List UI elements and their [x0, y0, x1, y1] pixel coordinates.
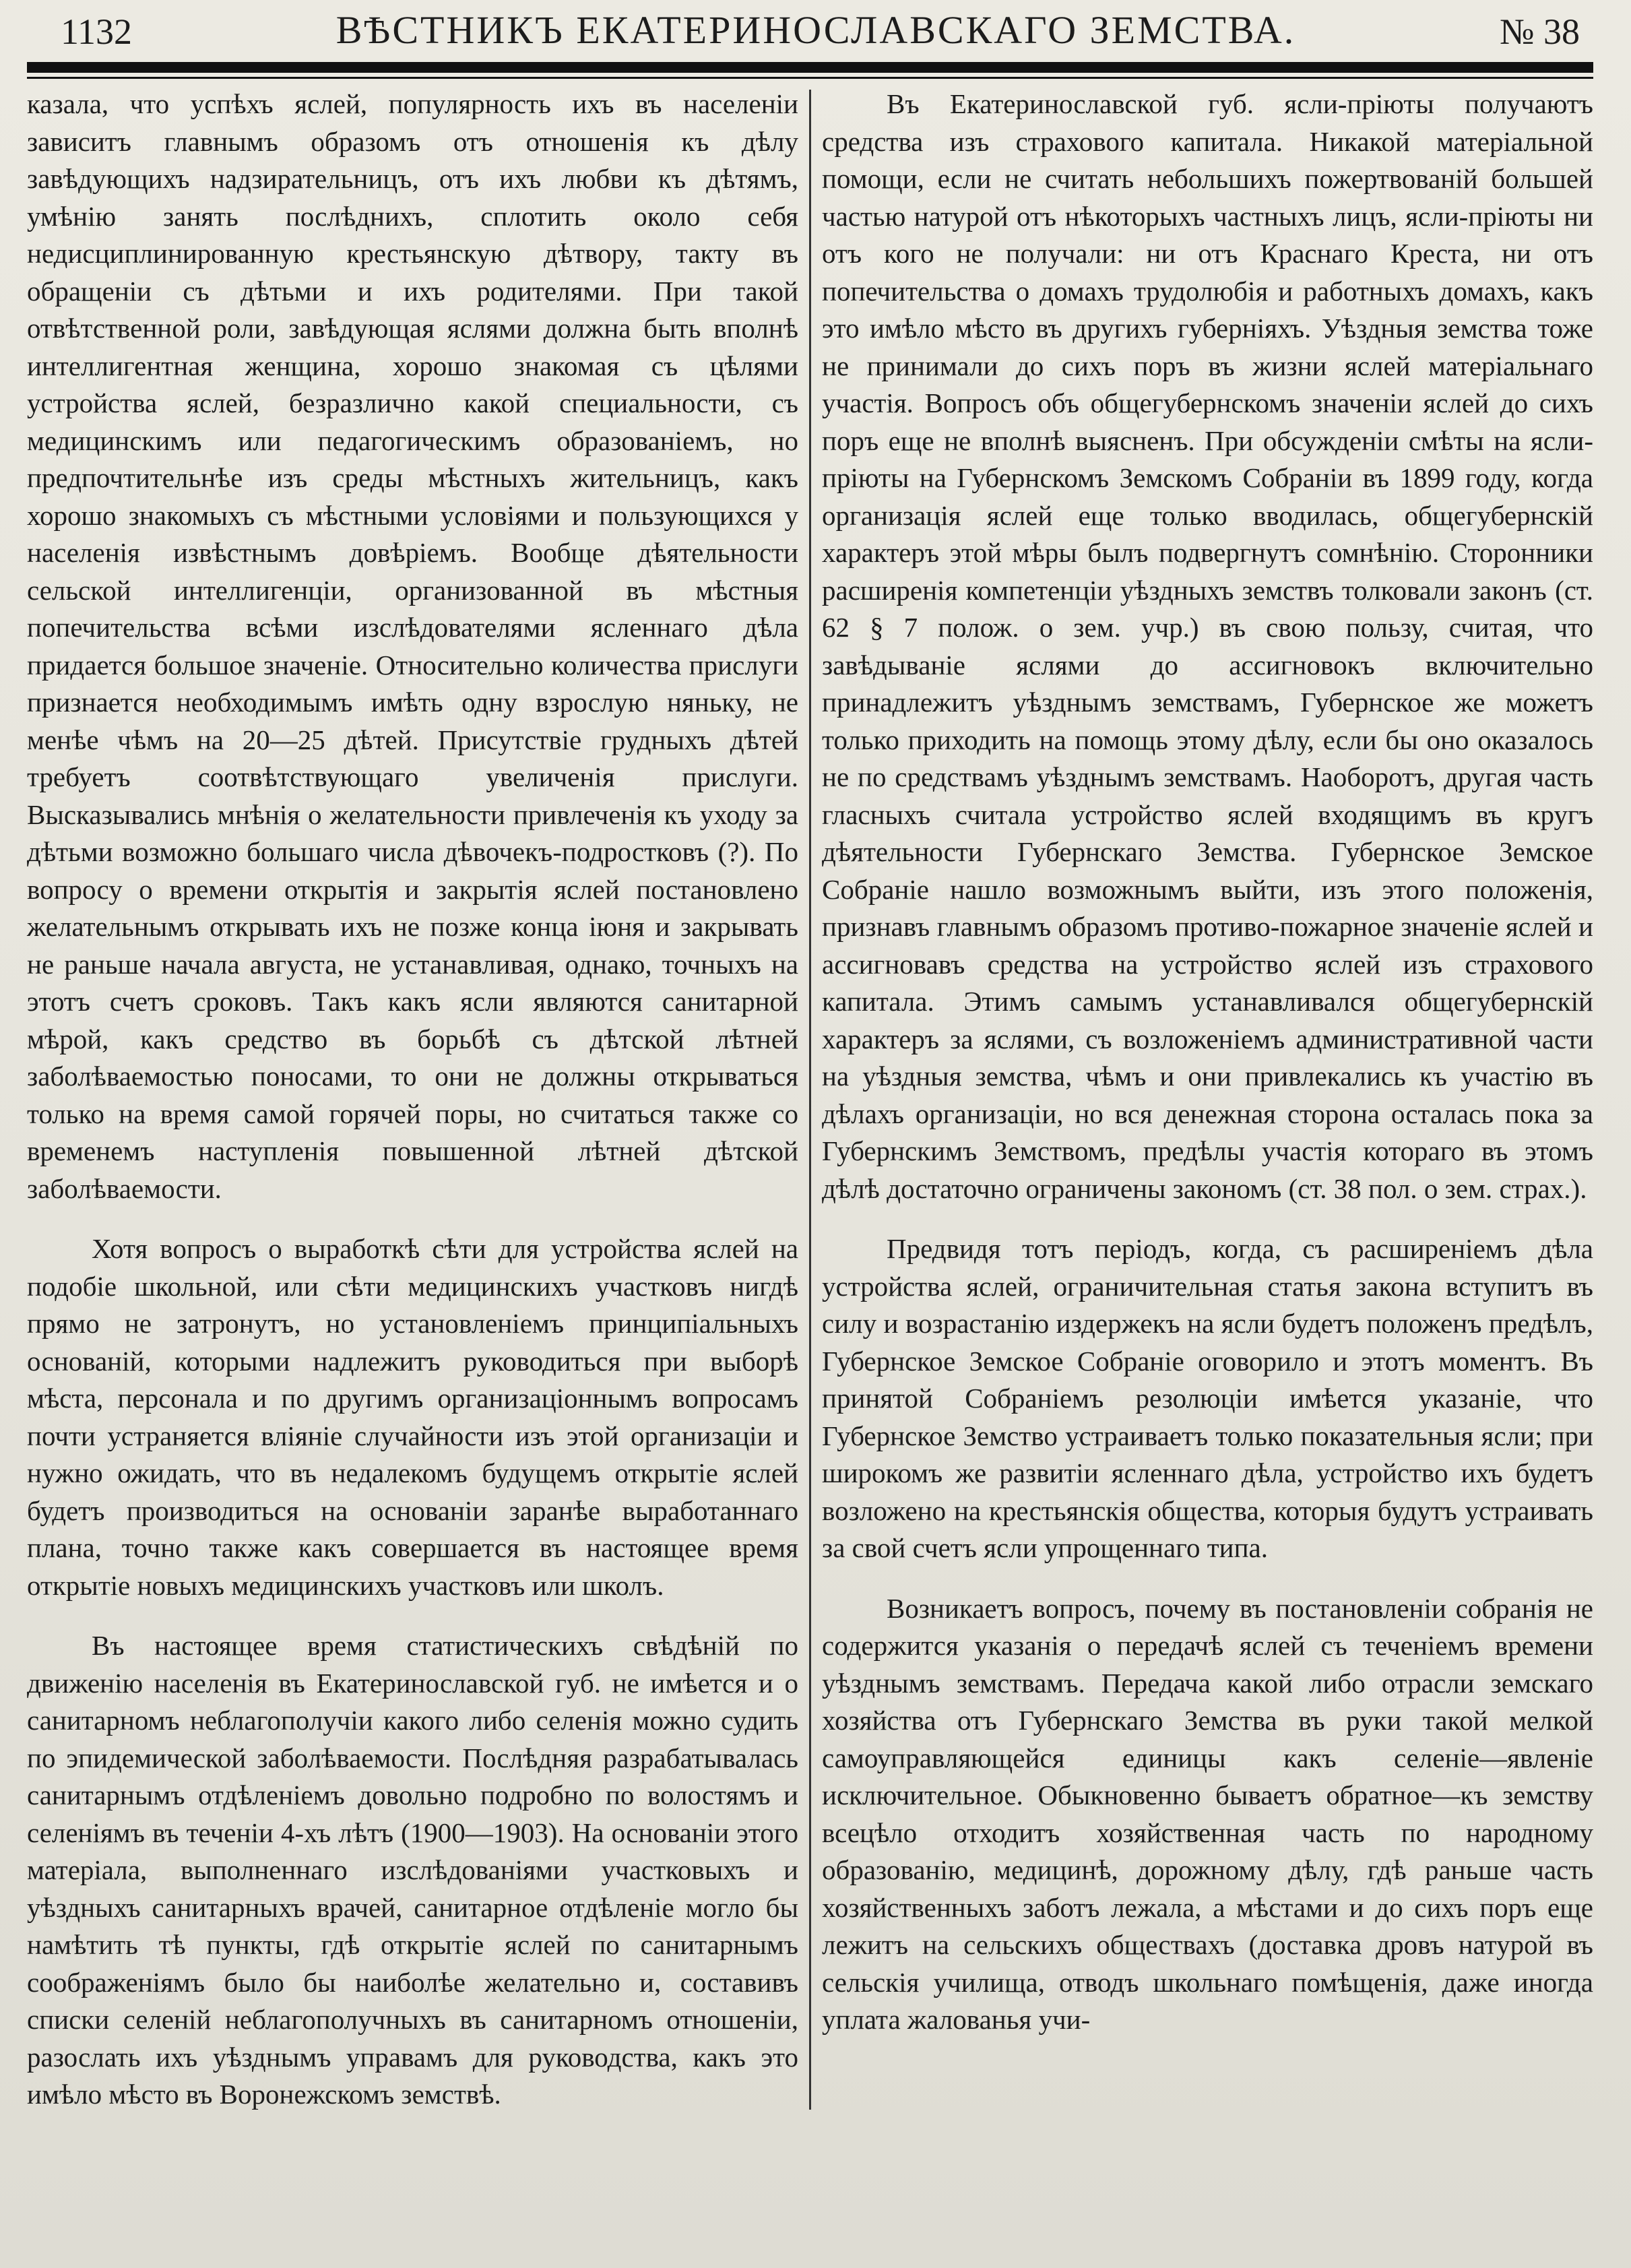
left-paragraph-1: казала, что успѣхъ яслей, популярность ихъ въ населеніи зависитъ главнымъ образомъ отъ отношенія къ дѣлу завѣдующихъ надзирательницъ, отъ ихъ любви къ дѣтямъ, умѣнію занять послѣднихъ, сплотить около себя недисциплинированную крестьянскую дѣтвору, такту въ обращеніи съ дѣтьми и ихъ родителями. При такой отвѣтственной роли, завѣдующая яслями должна быть вполнѣ интеллигентная женщина, хорошо знакомая съ цѣлями устройства яслей, безразлично какой специальности, съ медицинскимъ или педагогическимъ образованіемъ, но предпочтительнѣе изъ среды мѣстныхъ жительницъ, какъ хорошо знакомыхъ съ мѣстными условіями и пользующихся у населенія извѣстнымъ довѣріемъ. Вообще дѣятельности сельской интеллигенціи, организованной въ мѣстныя попечительства всѣми изслѣдователями ясленнаго дѣла придается большое значеніе. Относительно количества прислуги признается необходимымъ имѣть одну взрослую няньку, не менѣе чѣмъ на 20—25 дѣтей. Присутствіе грудныхъ дѣтей требуетъ соотвѣтствующаго увеличенія прислуги. Высказывались мнѣнія о желательности привлеченія къ уходу за дѣтьми возможно большаго числа дѣвочекъ-подростковъ (?). По вопросу о времени открытія и закрытія яслей постановлено желательнымъ открывать ихъ не позже конца іюня и закрывать не раньше начала августа, не устанавливая, однако, точныхъ на этотъ счетъ сроковъ. Такъ какъ ясли являются санитарной мѣрой, какъ средство въ борьбѣ съ дѣтской лѣтней заболѣваемостью поносами, то они не должны открываться только на время самой горячей поры, но считаться также со временемъ наступленія повышенной лѣтней дѣтской заболѣваемости.	[27, 88, 798, 1204]
page-number: 1132	[61, 11, 132, 52]
left-column	[27, 86, 798, 2137]
header-rule-thick	[27, 62, 1593, 73]
column-divider	[809, 90, 811, 2110]
right-paragraph-2: Предвидя тотъ періодъ, когда, съ расширеніемъ дѣла устройства яслей, ограничительная статья закона вступитъ въ силу и возрастанію издержекъ на ясли будетъ положенъ предѣлъ, Губернское Земское Собраніе оговорило и этотъ моментъ. Въ принятой Собраніемъ резолюціи имѣется указаніе, что Губернское Земство устраиваетъ только показательныя ясли; при широкомъ же развитіи ясленнаго дѣла, устройство ихъ будетъ возложено на крестьянскія общества, которыя будутъ устраивать за свой счетъ ясли упрощеннаго типа.	[822, 1233, 1593, 1563]
journal-title: ВѢСТНИКЪ ЕКАТЕРИНОСЛАВСКАГО ЗЕМСТВА.	[335, 8, 1296, 52]
left-paragraph-2: Хотя вопросъ о выработкѣ сѣти для устройства яслей на подобіе школьной, или сѣти медицинскихъ участковъ нигдѣ прямо не затронутъ, но установленіемъ принципіальныхъ основаній, которыми надлежитъ руководиться при выборѣ мѣста, персонала и по другимъ организаціоннымъ вопросамъ почти устраняется вліяніе случайности изъ этой организаціи и нужно ожидать, что въ недалекомъ будущемъ открытіе яслей будетъ производиться на основаніи заранѣе выработаннаго плана, точно также какъ совершается въ настоящее время открытіе новыхъ медицинскихъ участковъ или школъ.	[27, 1233, 798, 1601]
text-columns	[27, 86, 1593, 2137]
left-paragraph-3: Въ настоящее время статистическихъ свѣдѣній по движенію населенія въ Екатеринославской губ. не имѣется и о санитарномъ неблагополучіи какого либо селенія можно судить по эпидемической заболѣваемости. Послѣдняя разрабатывалась санитарнымъ отдѣленіемъ довольно подробно по волостямъ и селеніямъ въ теченіи 4-хъ лѣтъ (1900—1903). На основаніи этого матеріала, выполненнаго изслѣдованіями участковыхъ и уѣздныхъ санитарныхъ врачей, санитарное отдѣленіе могло бы намѣтить тѣ пункты, гдѣ открытіе яслей по санитарнымъ соображеніямъ было бы наиболѣе желательно и, составивъ списки селеній неблагополучныхъ въ санитарномъ отношеніи, разослать ихъ уѣзднымъ управамъ для руководства, какъ это имѣло мѣсто въ Воронежскомъ земствѣ.	[27, 1630, 798, 2110]
right-paragraph-3: Возникаетъ вопросъ, почему въ постановленіи собранія не содержится указанія о передачѣ яслей съ теченіемъ времени уѣзднымъ земствамъ. Передача какой либо отрасли земскаго хозяйства отъ Губернскаго Земства въ руки такой мелкой самоуправляющейся единицы какъ селеніе—явленіе исключительное. Обыкновенно бываетъ обратное—къ земству всецѣло отходитъ хозяйственная часть по народному образованію, медицинѣ, дорожному дѣлу, гдѣ раньше часть хозяйственныхъ заботъ лежала, а мѣстами и до сихъ поръ еще лежитъ на сельскихъ обществахъ (доставка дровъ натурой въ сельскія училища, отводъ школьнаго помѣщенія, даже иногда уплата жалованья учи-	[822, 1592, 1593, 2035]
header-rule-thin	[27, 77, 1593, 79]
page-header	[27, 0, 1593, 53]
right-paragraph-1: Въ Екатеринославской губ. ясли-пріюты получаютъ средства изъ страхового капитала. Никакой матеріальной помощи, если не считать небольшихъ пожертвованій большей частью натурой отъ нѣкоторыхъ частныхъ лицъ, ясли-пріюты ни отъ кого не получали: ни отъ Краснаго Креста, ни отъ попечительства о домахъ трудолюбія и работныхъ домахъ, какъ это имѣло мѣсто въ другихъ губерніяхъ. Уѣздныя земства тоже не принимали до сихъ поръ въ жизни яслей матеріальнаго участія. Вопросъ объ общегубернскомъ значеніи яслей до сихъ поръ еще не вполнѣ выясненъ. При обсужденіи смѣты на ясли-пріюты на Губернскомъ Земскомъ Собраніи въ 1899 году, когда организація яслей еще только вводилась, общегубернскій характеръ этой мѣры былъ подвергнутъ сомнѣнію. Сторонники расширенія компетенціи уѣздныхъ земствъ толковали законъ (ст. 62 § 7 полож. о зем. учр.) въ свою пользу, считая, что завѣдываніе яслями до ассигновокъ включительно принадлежитъ уѣзднымъ земствамъ, Губернское же можетъ только приходить на помощь этому дѣлу, если бы оно оказалось не по средствамъ уѣзднымъ земствамъ. Наоборотъ, другая часть гласныхъ считала устройство яслей входящимъ въ кругъ дѣятельности Губернскаго Земства. Губернское Земское Собраніе нашло возможнымъ выйти, изъ этого положенія, признавъ главнымъ образомъ противо-пожарное значеніе яслей и ассигновавъ средства на устройство яслей изъ страхового капитала. Этимъ самымъ устанавливался общегубернскій характеръ за яслями, съ возложеніемъ административной части на уѣздныя земства, чѣмъ и они привлекались къ участію въ дѣлахъ организаціи, но вся денежная сторона осталась пока за Губернскимъ Земствомъ, предѣлы участія котораго въ этомъ дѣлѣ достаточно ограничены закономъ (ст. 38 пол. о зем. страх.).	[822, 88, 1593, 1204]
issue-number: № 38	[1499, 11, 1580, 52]
right-column	[822, 86, 1593, 2137]
